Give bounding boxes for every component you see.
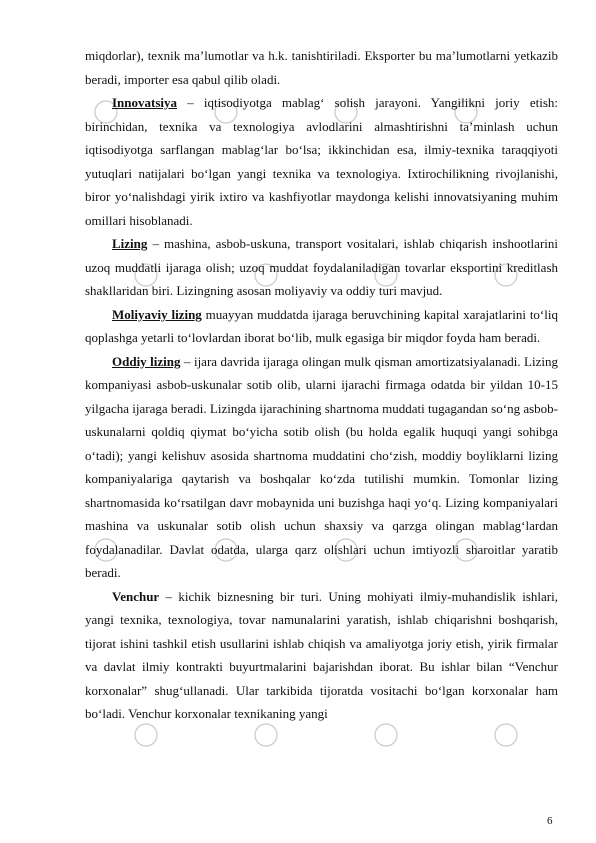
paragraph-text: – iqtisodiyotga mablag‘ solish jarayoni. Yangilikni joriy etish: birinchidan, texnika va texnologiya avlodlarini almashtirishni ta’minlash uchun iqtisodiyotga sarflangan mablag‘lar bo‘lsa; ikkinchidan esa, ilmiy-texnika taraqqiyoti yutuqlari natijalari bo‘lgan yangi texnika va texnologiya. Ixtirochilikning rivojlanishi, biror yo‘nalishdagi yirik ixtiro va kashfiyotlar maydonga kelishi innovatsiyaning muhim omillari hisoblanadi.	[85, 95, 558, 228]
term-venchur: Venchur	[112, 588, 160, 604]
term-lizing: Lizing	[112, 236, 148, 251]
paragraph-innovatsiya	[85, 91, 558, 232]
paragraph-oddiy-lizing	[85, 350, 558, 585]
page-number: 6	[547, 815, 553, 827]
paragraph-text: muayyan muddatda ijaraga beruvchining kapital xarajatlarini to‘liq qoplashga yetarli to‘lovlardan iborat bo‘lib, mulk egasiga bir miqdor foyda ham beradi.	[85, 306, 558, 345]
term-oddiy-lizing: Oddiy lizing	[112, 353, 181, 369]
term-moliyaviy-lizing: Moliyaviy lizing	[112, 306, 202, 322]
paragraph-text: – mashina, asbob-uskuna, transport vositalari, ishlab chiqarish inshootlarini uzoq muddatli ijaraga olish; uzoq muddat foydalaniladigan tovarlar eksportini kreditlash shakllaridan biri. Lizingning asosan moliyaviy va oddiy turi mavjud.	[85, 236, 558, 298]
paragraph-text: – kichik biznesning bir turi. Uning mohiyati ilmiy-muhandislik ishlari, yangi texnika, texnologiya, tovar namunalarini yaratish, ishlab chiqarishni boshqarish, tijorat ishini tashkil etish usullarini ishlab chiqish va amaliyotga joriy etish, yirik firmalar va davlat ilmiy kontrakti buyurtmalarini bajarishdan iborat. Bu ishlar bilan “Venchur korxonalar” shug‘ullanadi. Ular tarkibida tijoratda vositachi bo‘lgan korxonalar ham bo‘ladi. Venchur korxonalar texnikaning yangi	[85, 588, 558, 721]
paragraph-continuation	[85, 44, 558, 91]
document-body	[85, 44, 558, 726]
paragraph-text: – ijara davrida ijaraga olingan mulk qisman amortizatsiyalanadi. Lizing kompaniyasi asbob-uskunalar sotib olib, ularni ijarachi firmaga odatda bir yildan 10-15 yilgacha ijaraga beradi. Lizingda ijarachining shartnoma muddati tugagandan so‘ng asbob-uskunalarni qoldiq qiymat bo‘yicha sotib olish (bu holda egalik huquqi yangi sohibga o‘tadi); yangi kelishuv asosida shartnoma muddatini cho‘zish, moddiy boyliklarni lizing kompaniyalariga qaytarish va boshqalar ko‘zda tutilishi mumkin. Tomonlar lizing shartnomasida ko‘rsatilgan davr mobaynida uni buzishga haqi yo‘q. Lizing kompaniyalari mashina va uskunalar sotib olish uchun shaxsiy va qarzga olingan mablag‘lardan foydalanadilar. Davlat odatda, ularga qarz olishlari uchun imtiyozli sharoitlar yaratib beradi.	[85, 353, 558, 580]
paragraph-venchur	[85, 585, 558, 726]
paragraph-text: miqdorlar), texnik ma’lumotlar va h.k. tanishtiriladi. Eksporter bu ma’lumotlarni yetkazib beradi, importer esa qabul qilib oladi.	[85, 48, 558, 87]
term-innovatsiya: Innovatsiya	[112, 95, 178, 110]
paragraph-lizing	[85, 232, 558, 303]
paragraph-moliyaviy-lizing	[85, 303, 558, 350]
